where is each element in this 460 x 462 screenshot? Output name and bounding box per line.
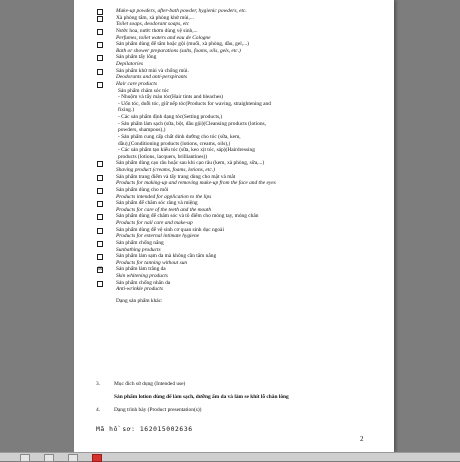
item-label-english: Products for external intimate hygiene xyxy=(116,233,200,240)
checkbox[interactable] xyxy=(97,188,103,194)
item-label-english: Products for tanning without sun xyxy=(116,259,188,266)
product-presentation-heading: Dạng trình bày (Product presentation(s)) xyxy=(114,407,202,413)
product-type-item xyxy=(96,8,388,15)
item-label-english: Depilatories xyxy=(116,61,143,67)
product-type-item xyxy=(96,253,388,266)
item-label-vietnamese: Sản phẩm dùng cho môi xyxy=(116,186,169,193)
section-number-4: 4. xyxy=(96,407,101,413)
checkbox[interactable] xyxy=(97,42,103,48)
product-type-item xyxy=(96,160,388,173)
item-label-english: Sunbathing products xyxy=(116,246,161,253)
product-type-item xyxy=(96,81,388,161)
checkbox[interactable] xyxy=(97,228,103,234)
item-label-vietnamese: Sản phẩm chống nhăn da xyxy=(116,279,171,286)
checkbox[interactable] xyxy=(97,254,103,260)
section-number-3: 3. xyxy=(96,381,101,387)
taskbar-button[interactable] xyxy=(44,454,54,462)
item-label-english: Products for making-up and removing make-up from the face and the eyes xyxy=(116,180,276,187)
item-label-english: Perfumes, toilet waters and eau de Cologne xyxy=(116,34,211,41)
item-label-english: Hair care products xyxy=(116,80,157,87)
hair-care-line: products (lotions, lacquers, brilliantines)) xyxy=(118,153,208,160)
product-type-item xyxy=(96,280,388,293)
other-product-type-label: Dạng sản phẩm khác: xyxy=(116,297,163,304)
item-label-vietnamese: Sản phẩm để chăm sóc răng và miệng xyxy=(116,200,198,207)
item-label-english: Shaving product (creams, foams, lotions, etc.) xyxy=(116,167,215,173)
document-page xyxy=(74,0,394,452)
hair-care-line: fixing.) xyxy=(118,107,135,114)
item-label-vietnamese: Xà phòng tắm, xà phòng khử mùi,... xyxy=(116,14,194,21)
intended-use-value: Sản phẩm lotion dùng để làm sạch, dưỡng ẩm da và làm se khít lỗ chân lông xyxy=(114,394,289,400)
item-label-english: Bath or shower preparations (salts, foams, oils, gels, etc.) xyxy=(116,47,241,54)
item-label-vietnamese: Sản phẩm khử mùi và chống mùi. xyxy=(116,67,189,74)
hair-care-line: dầu),(Conditioning products (lotions, creams, oils),) xyxy=(118,140,231,147)
taskbar-button[interactable] xyxy=(68,454,78,462)
item-label-english: Skin whitening products xyxy=(116,273,168,279)
product-type-item xyxy=(96,227,388,240)
item-label-vietnamese: Sản phẩm dùng để tắm hoặc gội (muối, xà phòng, dầu, gel,...) xyxy=(116,41,249,48)
item-label-vietnamese: Sản phẩm trang điểm và tẩy trang dùng cho mặt và mắt xyxy=(116,173,236,180)
product-type-item xyxy=(96,68,388,81)
item-label-english: Products for care of the teeth and the mouth xyxy=(116,206,212,213)
checkbox[interactable] xyxy=(97,214,103,220)
item-label-vietnamese: Sản phẩm tẩy lông xyxy=(116,54,157,61)
hair-care-line: - Sản phẩm làm sạch (sữa, bột, dầu gội)(Cleansing products (lotions, xyxy=(118,120,266,127)
hair-care-line: - Sản phẩm cung cấp chất dinh dưỡng cho tóc (sữa, kem, xyxy=(118,133,241,140)
item-label-vietnamese: Sản phẩm dùng để vệ sinh cơ quan sinh dục ngoài xyxy=(116,226,224,233)
product-type-item xyxy=(96,54,388,67)
product-type-item xyxy=(96,174,388,187)
product-type-item xyxy=(96,200,388,213)
product-type-item xyxy=(96,28,388,41)
taskbar-button[interactable] xyxy=(20,454,30,462)
item-label-vietnamese: Sản phẩm dùng để chăm sóc và tô điểm cho móng tay, móng chân xyxy=(116,213,259,220)
checkbox[interactable] xyxy=(97,55,103,61)
checkbox[interactable] xyxy=(97,82,103,88)
item-label-vietnamese: Sản phẩm làm trắng da xyxy=(116,266,166,273)
hair-care-line: - Các sản phẩm định dạng tóc(Setting products,) xyxy=(118,114,223,120)
item-label-vietnamese: Nước hoa, nước thơm dùng vệ sinh,... xyxy=(116,27,198,34)
product-type-item xyxy=(96,187,388,200)
checkbox[interactable] xyxy=(97,241,103,247)
product-type-item xyxy=(96,240,388,253)
item-label-english: Anti-wrinkle products xyxy=(116,286,163,293)
hair-care-line: - Các sản phẩm tạo kiểu tóc (sữa, keo xịt tóc, sáp)(Hairdressing xyxy=(118,147,255,154)
product-type-item xyxy=(96,15,388,28)
taskbar-app-icon[interactable] xyxy=(92,454,102,462)
page-number: 2 xyxy=(360,435,364,443)
product-type-item xyxy=(96,213,388,226)
item-label-vietnamese: Sản phẩm chống nắng xyxy=(116,239,164,246)
item-label-english: Toilet soaps, deodorant soaps, etc xyxy=(116,21,190,28)
item-label-vietnamese: Sản phẩm làm sạm da mà không cần tắm nắng xyxy=(116,253,217,260)
checkbox[interactable] xyxy=(97,175,103,181)
item-label-vietnamese: Sản phẩm dùng cạo râu hoặc sau khi cạo râu (kem, xà phòng, sữa,...) xyxy=(116,160,265,167)
checkbox[interactable] xyxy=(97,69,103,75)
hair-care-line: powders, shampoos),) xyxy=(118,127,166,134)
hair-care-line: Sản phẩm chăm sóc tóc xyxy=(118,87,169,94)
hair-care-line: - Uốn tóc, duỗi tóc, giữ nếp tóc(Products for waving, straightening and xyxy=(118,100,271,107)
checkbox[interactable] xyxy=(97,16,103,22)
item-label-english: Deodorants and anti-perspirants xyxy=(116,74,187,81)
checkbox-checked[interactable]: ☒ xyxy=(98,267,103,273)
file-code: Mã hồ sơ: 162015002636 xyxy=(96,426,193,433)
product-type-item xyxy=(96,266,388,279)
product-type-item xyxy=(96,41,388,54)
checkbox[interactable] xyxy=(97,281,103,287)
item-label-english: Make-up powders, after-bath powder, hygienic powders, etc. xyxy=(116,8,247,14)
checkbox[interactable] xyxy=(97,29,103,35)
hair-care-line: - Nhuộm và tẩy màu tóc(Hair tints and bleaches) xyxy=(118,94,224,101)
checkbox[interactable] xyxy=(97,201,103,207)
item-label-english: Products for nail care and make-up xyxy=(116,220,193,226)
checkbox[interactable] xyxy=(97,161,103,167)
intended-use-heading: Mục đích sử dụng (Intended use) xyxy=(114,381,186,387)
product-type-list xyxy=(96,8,388,305)
item-label-english: Products intended for application to the lips xyxy=(116,193,212,200)
